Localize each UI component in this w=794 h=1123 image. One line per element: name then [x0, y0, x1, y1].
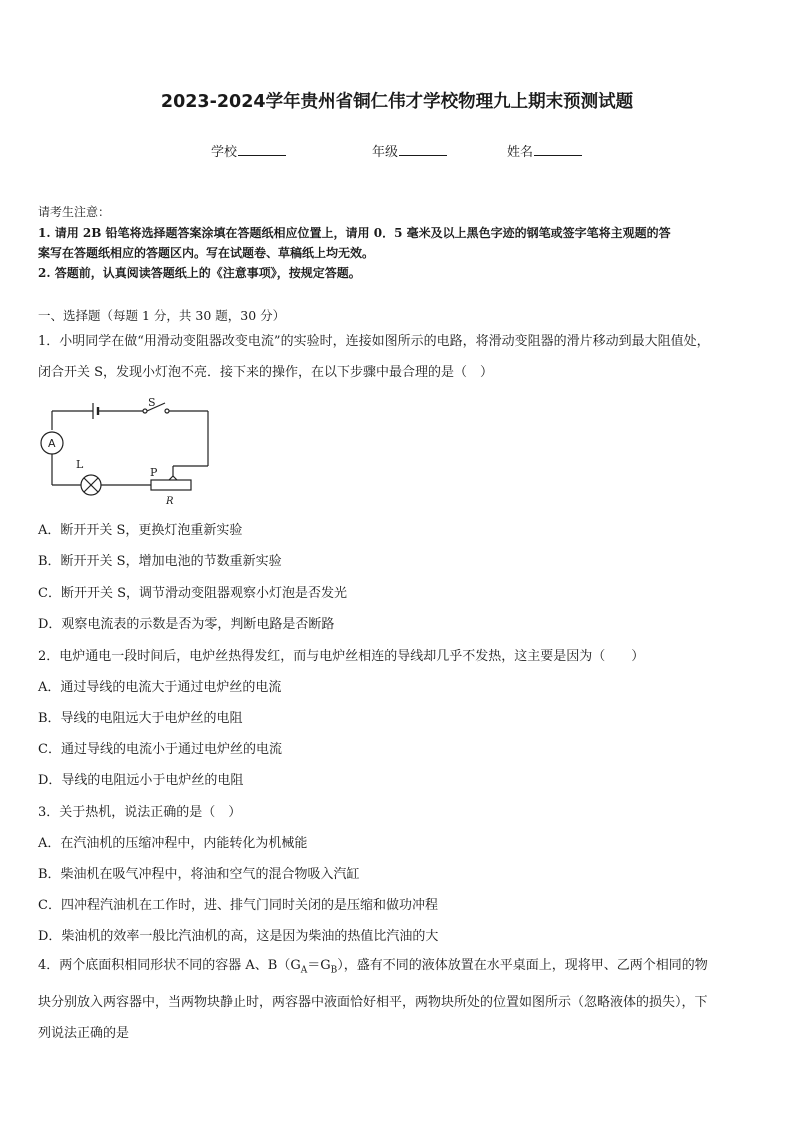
- question-4-line-1: [38, 950, 760, 987]
- resistor-label: R: [166, 496, 174, 507]
- slider-arrow: [169, 476, 173, 480]
- name-label: 姓名: [507, 145, 534, 160]
- question-2-stem: 2．电炉通电一段时间后，电炉丝热得发红，而与电炉丝相连的导线却几乎不发热，这主要是因为（ ）: [38, 649, 645, 664]
- question-1-option-d[interactable]: D．观察电流表的示数是否为零，判断电路是否断路: [38, 617, 335, 632]
- question-1-option-c[interactable]: C．断开开关 S，调节滑动变阻器观察小灯泡是否发光: [38, 586, 347, 601]
- switch-contact: [165, 409, 169, 413]
- ammeter-label: A: [48, 437, 56, 450]
- rheostat-body: [151, 480, 191, 490]
- notice-item-1-line-2: 案写在答题纸相应的答题区内。写在试题卷、草稿纸上均无效。: [38, 246, 375, 260]
- lamp-label: L: [76, 458, 84, 471]
- question-3-option-a[interactable]: A．在汽油机的压缩冲程中，内能转化为机械能: [38, 836, 308, 851]
- question-4-line-2: 块分别放入两容器中，当两物块静止时，两容器中液面恰好相平，两物块所处的位置如图所示（忽略液体的损失），下: [38, 994, 708, 1010]
- question-3-option-b[interactable]: B．柴油机在吸气冲程中，将油和空气的混合物吸入汽缸: [38, 867, 360, 882]
- question-2-option-a[interactable]: A．通过导线的电流大于通过电炉丝的电流: [38, 680, 282, 695]
- q4-text-eq: ＝G: [307, 958, 331, 973]
- question-1-line-1: 1．小明同学在做“用滑动变阻器改变电流”的实验时，连接如图所示的电路，将滑动变阻器的滑片移动到最大阻值处，: [38, 334, 710, 349]
- slider-label: P: [150, 466, 158, 479]
- grade-field[interactable]: [372, 141, 447, 160]
- question-3-stem: 3．关于热机，说法正确的是（ ）: [38, 805, 242, 820]
- question-2-option-b[interactable]: B．导线的电阻远大于电炉丝的电阻: [38, 711, 243, 726]
- q4-sub-b: B: [330, 965, 338, 976]
- switch-pivot: [143, 409, 147, 413]
- page-title: 2023-2024学年贵州省铜仁伟才学校物理九上期末预测试题: [160, 92, 634, 112]
- question-3-option-d[interactable]: D．柴油机的效率一般比汽油机的高，这是因为柴油的热值比汽油的大: [38, 929, 439, 944]
- question-4-stem: [38, 950, 760, 1049]
- question-1-option-a[interactable]: A．断开开关 S，更换灯泡重新实验: [38, 523, 243, 538]
- question-1-option-b[interactable]: B．断开开关 S，增加电池的节数重新实验: [38, 554, 282, 569]
- notice-item-2: 2. 答题前，认真阅读答题纸上的《注意事项》，按规定答题。: [38, 266, 361, 280]
- notice-body: [38, 223, 760, 283]
- grade-blank[interactable]: [399, 143, 447, 156]
- name-field[interactable]: [507, 141, 582, 160]
- circuit-diagram: [38, 398, 218, 510]
- switch-label: S: [148, 398, 156, 409]
- school-field[interactable]: [211, 141, 286, 160]
- question-1-line-2: 闭合开关 S，发现小灯泡不亮．接下来的操作，在以下步骤中最合理的是（ ）: [38, 365, 494, 380]
- notice-item-1-line-1: 1. 请用 2B 铅笔将选择题答案涂填在答题纸相应位置上，请用 0．5 毫米及以上黑色字迹的钢笔或签字笔将主观题的答: [38, 226, 671, 240]
- question-3-option-c[interactable]: C．四冲程汽油机在工作时，进、排气门同时关闭的是压缩和做功冲程: [38, 898, 438, 913]
- section-heading: 一、选择题（每题 1 分，共 30 题，30 分）: [38, 308, 286, 323]
- school-blank[interactable]: [238, 143, 286, 156]
- question-1-stem: [38, 326, 760, 388]
- question-2-option-c[interactable]: C．通过导线的电流小于通过电炉丝的电流: [38, 742, 282, 757]
- name-blank[interactable]: [534, 143, 582, 156]
- question-4-line-3: 列说法正确的是: [38, 1025, 130, 1041]
- q4-sub-a: A: [300, 965, 308, 976]
- q4-text-b: ），盛有不同的液体放置在水平桌面上，现将甲、乙两个相同的物: [337, 958, 708, 973]
- school-label: 学校: [211, 145, 238, 160]
- question-2-option-d[interactable]: D．导线的电阻远小于电炉丝的电阻: [38, 773, 244, 788]
- grade-label: 年级: [372, 145, 399, 160]
- q4-text-a: 4．两个底面积相同形状不同的容器 A、B（G: [38, 958, 301, 973]
- notice-heading: 请考生注意：: [38, 205, 111, 219]
